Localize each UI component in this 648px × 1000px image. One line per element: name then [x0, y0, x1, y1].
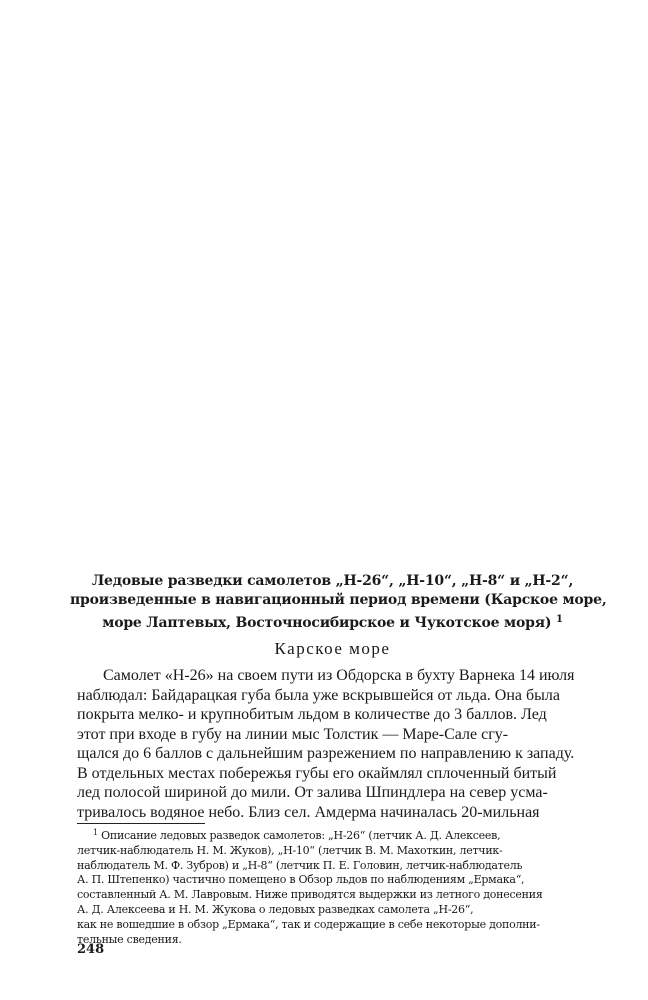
footnote-line-text: Описание ледовых разведок самолетов: „Н-26“ (летчик А. Д. Алексеев,: [101, 829, 501, 842]
footnote-line: летчик-наблюдатель Н. М. Жуков), „Н-10“ (летчик В. М. Махоткин, летчик-: [77, 843, 503, 857]
footnote-line-first: [77, 826, 625, 844]
heading-line-last: [70, 610, 595, 633]
body-line: Самолет «Н-26» на своем пути из Обдорска в бухту Варнека 14 июля: [103, 667, 575, 684]
footnote-line: А. Д. Алексеева и Н. М. Жукова о ледовых разведках самолета „Н-26“,: [77, 902, 474, 916]
footnote-line: составленный А. М. Лавровым. Ниже приводятся выдержки из летного донесения: [77, 888, 543, 902]
footnote-line: А. П. Штепенко) частично помещено в Обзор льдов по наблюдениям „Ермака“,: [77, 873, 525, 887]
body-paragraph: [77, 666, 625, 822]
body-line: покрыта мелко- и крупнобитым льдом в количестве до 3 баллов. Лед: [77, 706, 547, 723]
body-line: тривалось водяное небо. Близ сел. Амдерма начиналась 20-мильная: [77, 803, 540, 821]
body-line: щался до 6 баллов с дальнейшим разрежением по направлению к западу.: [77, 745, 575, 762]
heading-line: произведенные в навигационный период времени (Карское море,: [70, 592, 607, 608]
article-heading: [70, 572, 607, 633]
body-line: В отдельных местах побережья губы его окаймлял сплоченный битый: [77, 764, 557, 782]
footnote-separator: [77, 823, 205, 824]
footnote-reference[interactable]: 1: [555, 614, 563, 625]
heading-line: Ледовые разведки самолетов „Н-26“, „Н-10“, „Н-8“ и „Н-2“,: [91, 573, 574, 589]
section-title: Карское море: [274, 639, 391, 658]
body-line: наблюдал: Байдарацкая губа была уже вскрывшейся от льда. Она была: [77, 686, 560, 704]
footnote-line: наблюдатель М. Ф. Зубров) и „Н-8“ (летчик П. Е. Головин, летчик-наблюдатель: [77, 858, 523, 872]
footnote-line: тельные сведения.: [77, 932, 182, 946]
footnote: [77, 826, 625, 947]
heading-line-text: море Лаптевых, Восточносибирское и Чукотское моря): [102, 615, 552, 631]
footnote-line: как не вошедшие в обзор „Ермака“, так и содержащие в себе некоторые дополни-: [77, 917, 540, 931]
footnote-marker: 1: [93, 828, 98, 837]
page-number: 248: [77, 942, 105, 957]
body-line: лед полосой шириной до мили. От залива Шпиндлера на север усма-: [77, 784, 548, 801]
body-line: этот при входе в губу на линии мыс Толстик — Маре-Сале сгу-: [77, 725, 509, 743]
